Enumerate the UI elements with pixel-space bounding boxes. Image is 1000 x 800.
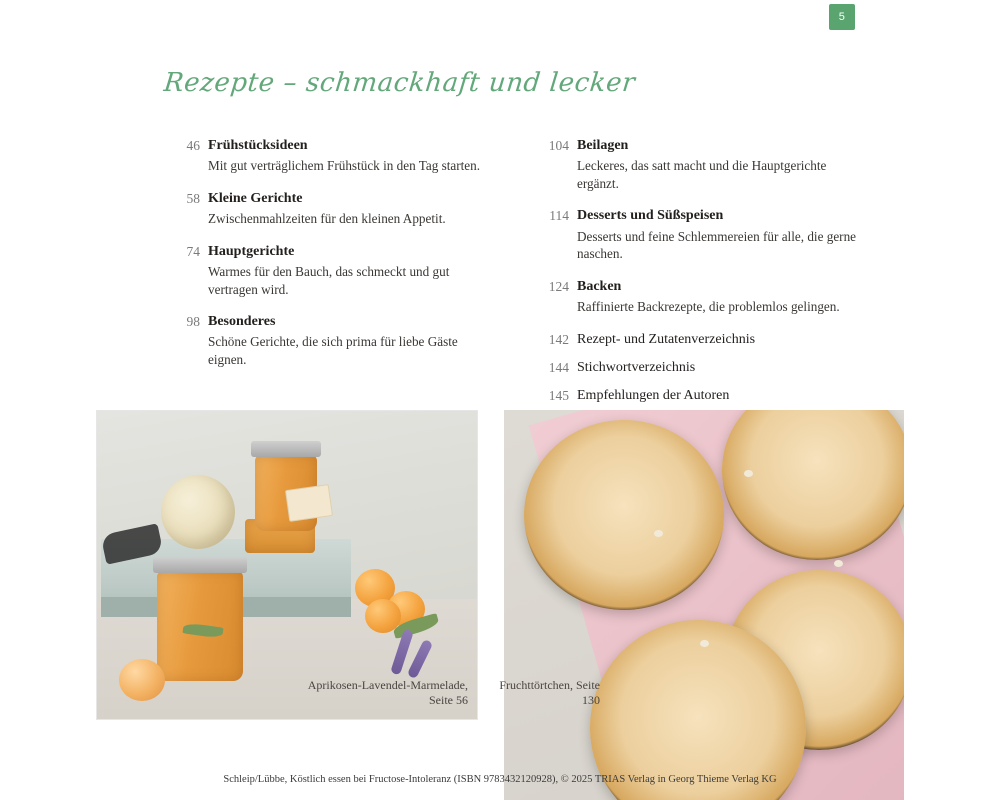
toc-entry-title: Frühstücksideen: [208, 138, 308, 153]
toc-entry-body: [577, 386, 864, 407]
toc-entry-body: [577, 136, 864, 192]
toc-entry-body: [208, 189, 495, 228]
tartlet-shape: [524, 420, 724, 610]
toc-entry[interactable]: [533, 206, 864, 262]
toc-entry-page: 74: [186, 243, 200, 259]
almond-flake-shape: [654, 530, 663, 537]
toc-column-right: [533, 136, 864, 415]
toc-entry-description: Leckeres, das satt macht und die Hauptgerichte ergänzt.: [577, 158, 827, 191]
toc-entry-body: [208, 312, 495, 368]
page-number-badge: 5: [829, 4, 855, 30]
toc-entry-title: Beilagen: [577, 138, 629, 153]
page-footer: Schleip/Lübbe, Köstlich essen bei Fructose-Intoleranz (ISBN 9783432120928), © 2025 TRIAS Verlag in Georg Thieme Verlag KG: [223, 774, 777, 785]
photo-caption-right: Fruchttörtchen, Seite 130: [499, 678, 600, 707]
jar-lid-shape: [153, 557, 247, 573]
toc-entry-body: [208, 136, 495, 175]
toc-entry-title: Kleine Gerichte: [208, 190, 303, 206]
toc-entry-title: Stichwortverzeichnis: [577, 359, 696, 375]
toc-entry[interactable]: [533, 358, 864, 379]
toc-entry-description: Desserts und feine Schlemmereien für alle, die gerne naschen.: [577, 228, 857, 262]
toc-entry-page: 114: [549, 208, 569, 224]
toc-entry[interactable]: [533, 277, 864, 316]
almond-flake-shape: [834, 560, 843, 567]
toc-entry[interactable]: [533, 386, 864, 407]
jar-lid-shape: [251, 441, 321, 457]
toc-entry-title: Besonderes: [208, 314, 276, 330]
toc-entry-description: Warmes für den Bauch, das schmeckt und gut vertragen wird.: [208, 263, 450, 297]
toc-entry-description: Schöne Gerichte, die sich prima für liebe Gäste eignen.: [208, 334, 458, 367]
toc-entry[interactable]: [533, 136, 864, 192]
twine-ball-shape: [161, 475, 235, 549]
toc-entry-title: Backen: [577, 278, 622, 294]
toc-entry[interactable]: [164, 242, 495, 298]
toc-entry-page: 46: [186, 138, 200, 153]
photo-jam-jars-art: [97, 411, 477, 719]
toc-entry-title: Rezept- und Zutatenverzeichnis: [577, 331, 756, 347]
photo-jam-jars: [96, 410, 478, 720]
toc-entry-body: [208, 242, 495, 298]
toc-entry-description: Zwischenmahlzeiten für den kleinen Appetit.: [208, 211, 446, 227]
toc-entry-page: 98: [186, 314, 200, 330]
toc-entry[interactable]: [533, 330, 864, 351]
almond-flake-shape: [744, 470, 753, 477]
toc-entry-body: [577, 206, 864, 262]
toc-entry[interactable]: [164, 189, 495, 228]
toc-column-left: [164, 136, 495, 415]
toc-entry[interactable]: [164, 312, 495, 368]
toc-entry-description: Mit gut verträglichem Frühstück in den Tag starten.: [208, 158, 481, 174]
almond-flake-shape: [700, 640, 709, 647]
toc-entry-page: 104: [548, 138, 569, 153]
toc-entry-page: 58: [186, 190, 200, 206]
apricot-shape: [119, 659, 165, 701]
toc-entry-body: [577, 358, 864, 379]
table-of-contents: [164, 136, 864, 415]
toc-entry-body: [577, 330, 864, 351]
photo-caption-left: Aprikosen-Lavendel-Marmelade, Seite 56: [307, 678, 468, 707]
toc-entry-page: 145: [548, 388, 569, 404]
photo-tartlets-art: [504, 410, 904, 800]
toc-entry-title: Hauptgerichte: [208, 243, 295, 259]
toc-entry[interactable]: [164, 136, 495, 175]
toc-entry-body: [577, 277, 864, 316]
photo-tartlets: [504, 410, 904, 800]
toc-entry-title: Empfehlungen der Autoren: [577, 388, 730, 404]
toc-entry-description: Raffinierte Backrezepte, die problemlos gelingen.: [577, 299, 840, 315]
toc-entry-page: 142: [548, 331, 569, 347]
toc-entry-title: Desserts und Süßspeisen: [577, 208, 724, 224]
toc-entry-page: 144: [548, 359, 569, 375]
page-title: Rezepte – schmackhaft und lecker: [162, 68, 637, 98]
toc-entry-page: 124: [548, 278, 569, 294]
jar-label-tag-shape: [285, 484, 333, 522]
